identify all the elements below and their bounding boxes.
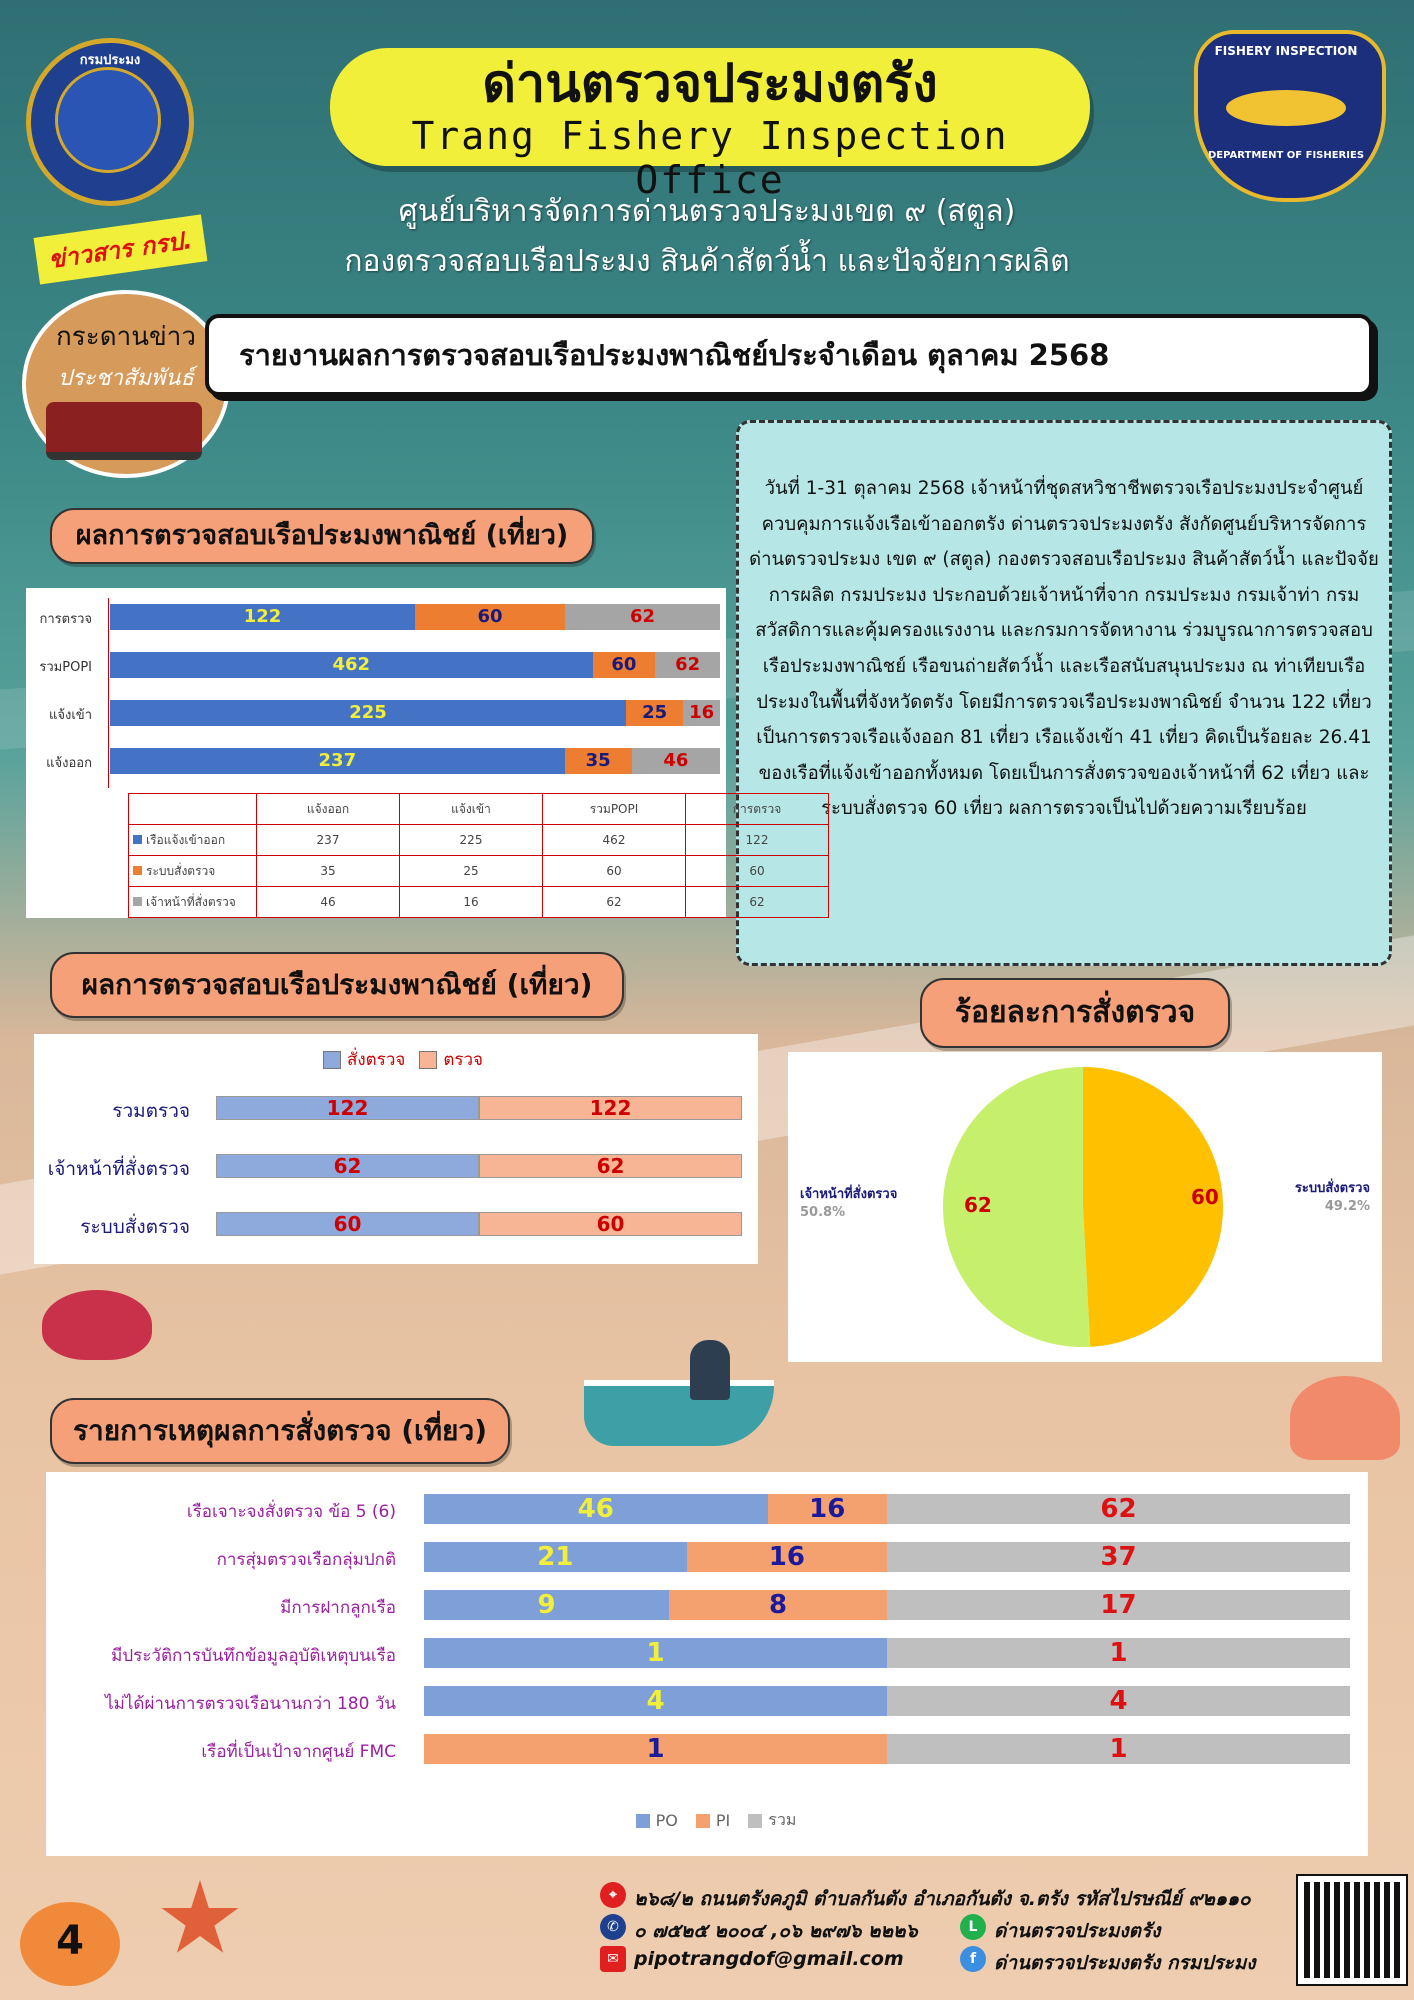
chart1-category-label: แจ้งออก — [46, 756, 92, 771]
news-tag: ข่าวสาร กรป. — [34, 215, 207, 285]
chart1-bar-segment: 237 — [110, 748, 565, 774]
chart1-category-label: รวมPOPI — [39, 660, 92, 675]
table-col-header: การตรวจ — [686, 794, 829, 825]
chart1-plot — [26, 588, 726, 788]
chart4-plot — [46, 1472, 1368, 1856]
chart3-slice-percent: 49.2% — [1324, 1199, 1370, 1214]
report-title: รายงานผลการตรวจสอบเรือประมงพาณิชย์ประจำเดือน ตุลาคม 2568 — [239, 338, 1110, 372]
chart3-slice-label: ระบบสั่งตรวจ — [1294, 1181, 1370, 1196]
table-col-header: รวมPOPI — [543, 794, 686, 825]
summary-text-box — [736, 420, 1392, 966]
footer-address: ๒๖๘/๒ ถนนตรังคภูมิ ตำบลกันตัง อำเภอกันตัง จ.ตรัง รหัสไปรษณีย์ ๙๒๑๑๐ — [634, 1888, 1251, 1910]
table-row-label: เจ้าหน้าที่สั่งตรวจ — [146, 894, 236, 909]
table-row — [129, 887, 829, 918]
table-row — [129, 825, 829, 856]
chart4-category-label: เรือที่เป็นเป้าจากศูนย์ FMC — [201, 1742, 396, 1762]
chart2-category-label: รวมตรวจ — [112, 1100, 190, 1122]
chart3-pie — [788, 1052, 1382, 1362]
chart4-legend-swatch — [748, 1814, 762, 1828]
chart2-plot — [34, 1034, 758, 1264]
chart4-bar-segment: 1 — [887, 1638, 1350, 1668]
chart1-bar-segment: 60 — [593, 652, 656, 678]
chart1-data-table — [128, 793, 829, 918]
train-icon — [46, 402, 202, 460]
table-cell: 62 — [686, 887, 829, 918]
chart4-bar-segment: 4 — [424, 1686, 887, 1716]
fishing-boat-icon — [584, 1380, 774, 1446]
pr-board-line1: กระดานข่าว — [56, 322, 196, 352]
table-cell: 35 — [257, 856, 400, 887]
badge-bottom-text: DEPARTMENT OF FISHERIES — [1207, 150, 1365, 161]
title-banner — [330, 48, 1090, 202]
footer-facebook[interactable]: ด่านตรวจประมงตรัง กรมประมง — [994, 1952, 1256, 1974]
table-cell: 16 — [400, 887, 543, 918]
table-cell: 237 — [257, 825, 400, 856]
table-row-label: เรือแจ้งเข้าออก — [146, 832, 226, 847]
chart2-bar-segment: 62 — [216, 1154, 479, 1178]
chart2-legend-label: สั่งตรวจ — [346, 1050, 406, 1070]
pr-board-line2: ประชาสัมพันธ์ — [58, 366, 194, 391]
chart2-category-label: เจ้าหน้าที่สั่งตรวจ — [47, 1158, 190, 1180]
page-number: 4 — [56, 1918, 84, 1964]
chart4-category-label: การสุ่มตรวจเรือกลุ่มปกติ — [216, 1550, 396, 1570]
chart2-legend — [34, 1046, 758, 1073]
chart3-slice-percent: 50.8% — [800, 1205, 846, 1220]
table-row-label: ระบบสั่งตรวจ — [146, 863, 216, 878]
chart4-bar-segment: 1 — [887, 1734, 1350, 1764]
chart2-legend-label: ตรวจ — [443, 1050, 484, 1070]
table-cell: 60 — [686, 856, 829, 887]
subtitle-division: กองตรวจสอบเรือประมง สินค้าสัตว์น้ำ และปัจจัยการผลิต — [344, 244, 1070, 279]
starfish-icon — [160, 1880, 240, 1960]
chart4-bar-segment: 9 — [424, 1590, 669, 1620]
table-col-header: แจ้งออก — [257, 794, 400, 825]
chart2-bar-segment: 60 — [216, 1212, 479, 1236]
chart1-category-label: การตรวจ — [39, 612, 92, 627]
chart4-bar-segment: 16 — [687, 1542, 887, 1572]
department-seal-text: กรมประมง — [79, 53, 141, 68]
seashell-icon — [1290, 1376, 1400, 1460]
phone-icon: ✆ — [600, 1914, 626, 1940]
fisherman-icon — [690, 1340, 730, 1400]
footer-email[interactable]: pipotrangdof@gmail.com — [634, 1948, 904, 1970]
chart4-bar-segment: 8 — [669, 1590, 887, 1620]
fishery-inspection-badge-logo — [1186, 30, 1386, 200]
chart3-slice-label: เจ้าหน้าที่สั่งตรวจ — [800, 1187, 898, 1202]
chart4-legend-swatch — [636, 1814, 650, 1828]
chart4-bar-segment: 62 — [887, 1494, 1350, 1524]
chart4-bar-segment: 16 — [768, 1494, 887, 1524]
chart2-panel — [34, 1034, 758, 1264]
chart4-section-title: รายการเหตุผลการสั่งตรวจ (เที่ยว) — [50, 1398, 510, 1464]
footer-line[interactable]: ด่านตรวจประมงตรัง — [994, 1920, 1161, 1942]
chart1-bar-segment: 60 — [415, 604, 565, 630]
table-row — [129, 856, 829, 887]
chart4-legend-label: PO — [655, 1811, 678, 1830]
table-cell: 462 — [543, 825, 686, 856]
chart4-bar-segment: 17 — [887, 1590, 1350, 1620]
chart3-slice-value: 60 — [1191, 1185, 1219, 1209]
badge-wings-icon — [1226, 90, 1346, 126]
chart2-bar-segment: 62 — [479, 1154, 742, 1178]
chart4-legend-label: PI — [715, 1811, 731, 1830]
chart4-panel — [46, 1472, 1368, 1856]
chart4-bar-segment: 37 — [887, 1542, 1350, 1572]
badge-top-text: FISHERY INSPECTION — [1214, 44, 1358, 58]
chart1-bar-segment: 62 — [655, 652, 720, 678]
chart4-bar-segment: 21 — [424, 1542, 687, 1572]
crab-icon — [42, 1290, 152, 1360]
chart1-bar-segment: 25 — [626, 700, 683, 726]
subtitle-center: ศูนย์บริหารจัดการด่านตรวจประมงเขต ๙ (สตูล) — [398, 194, 1016, 229]
chart4-legend — [46, 1808, 1368, 1833]
report-title-banner — [205, 314, 1373, 396]
page-number-badge — [20, 1902, 120, 1986]
chart1-bar-segment: 462 — [110, 652, 593, 678]
chart1-table-header — [129, 794, 829, 825]
department-seal-logo — [26, 38, 194, 206]
chart3-panel — [788, 1052, 1382, 1362]
chart1-bar-segment: 122 — [110, 604, 415, 630]
chart1-bar-segment: 35 — [565, 748, 632, 774]
chart1-section-title: ผลการตรวจสอบเรือประมงพาณิชย์ (เที่ยว) — [50, 508, 594, 564]
qr-code-icon[interactable] — [1298, 1876, 1406, 1984]
chart2-category-label: ระบบสั่งตรวจ — [80, 1216, 190, 1238]
chart2-bar-segment: 60 — [479, 1212, 742, 1236]
chart4-bar-segment: 4 — [887, 1686, 1350, 1716]
chart2-legend-swatch — [323, 1051, 341, 1069]
footer-phone: ๐ ๗๕๒๕ ๒๐๐๔ ,๐๖ ๒๙๗๖ ๒๒๒๖ — [634, 1920, 918, 1942]
page-title-english: Trang Fishery Inspection Office — [411, 114, 1009, 202]
table-cell: 225 — [400, 825, 543, 856]
summary-paragraph: วันที่ 1-31 ตุลาคม 2568 เจ้าหน้าที่ชุดสหวิชาชีพตรวจเรือประมงประจำศูนย์ควบคุมการแจ้งเรือเข้าออกตรัง ด่านตรวจประมงตรัง สังกัดศูนย์บริหารจัดการด่านตรวจประมง เขต ๙ (สตูล) กองตรวจสอบเรือประมง สินค้าสัตว์น้ำ และปัจจัยการผลิต กรมประมง ประกอบด้วยเจ้าหน้าที่จาก กรมประมง กรมเจ้าท่า กรมสวัสดิการและคุ้มครองแรงงาน และกรมการจัดหางาน ร่วมบูรณาการตรวจสอบเรือประมงพาณิชย์ เรือขนถ่ายสัตว์น้ำ และเรือสนับสนุนประมง ณ ท่าเทียบเรือประมงในพื้นที่จังหวัดตรัง โดยมีการตรวจเรือประมงพาณิชย์ จำนวน 122 เที่ยว เป็นการตรวจเรือแจ้งออก 81 เที่ยว เรือแจ้งเข้า 41 เที่ยว คิดเป็นร้อยละ 26.41 ของเรือที่แจ้งเข้าออกทั้งหมด โดยเป็นการสั่งตรวจของเจ้าหน้าที่ 62 เที่ยว และระบบสั่งตรวจ 60 เที่ยว ผลการตรวจเป็นไปด้วยความเรียบร้อย — [749, 478, 1379, 820]
table-cell: 122 — [686, 825, 829, 856]
line-app-icon: L — [960, 1914, 986, 1940]
chart3-slice-value: 62 — [964, 1193, 992, 1217]
chart1-bar-segment: 62 — [565, 604, 720, 630]
table-cell: 25 — [400, 856, 543, 887]
chart4-bar-segment: 1 — [424, 1734, 887, 1764]
email-icon: ✉ — [600, 1946, 626, 1972]
chart2-bar-segment: 122 — [216, 1096, 479, 1120]
chart4-category-label: มีการฝากลูกเรือ — [280, 1598, 396, 1618]
chart2-legend-swatch — [419, 1051, 437, 1069]
chart4-category-label: เรือเจาะจงสั่งตรวจ ข้อ 5 (6) — [186, 1502, 396, 1522]
location-pin-icon: ⌖ — [600, 1882, 626, 1908]
chart1-bar-segment: 225 — [110, 700, 626, 726]
table-cell: 62 — [543, 887, 686, 918]
chart4-bar-segment: 1 — [424, 1638, 887, 1668]
page-title: ด่านตรวจประมงตรัง — [482, 54, 938, 114]
chart2-section-title: ผลการตรวจสอบเรือประมงพาณิชย์ (เที่ยว) — [50, 952, 624, 1018]
pr-board-badge — [22, 290, 230, 478]
table-col-header: แจ้งเข้า — [400, 794, 543, 825]
chart1-bar-segment: 16 — [683, 700, 720, 726]
table-cell: 46 — [257, 887, 400, 918]
table-cell: 60 — [543, 856, 686, 887]
chart4-category-label: มีประวัติการบันทึกข้อมูลอุบัติเหตุบนเรือ — [111, 1646, 396, 1666]
chart4-bar-segment: 46 — [424, 1494, 768, 1524]
chart4-category-label: ไม่ได้ผ่านการตรวจเรือนานกว่า 180 วัน — [105, 1694, 396, 1714]
chart4-legend-label: รวม — [768, 1810, 797, 1829]
chart1-category-label: แจ้งเข้า — [49, 708, 92, 723]
chart4-legend-swatch — [696, 1814, 710, 1828]
facebook-icon: f — [960, 1946, 986, 1972]
chart2-bar-segment: 122 — [479, 1096, 742, 1120]
chart1-bar-segment: 46 — [632, 748, 720, 774]
chart3-section-title: ร้อยละการสั่งตรวจ — [920, 978, 1230, 1048]
